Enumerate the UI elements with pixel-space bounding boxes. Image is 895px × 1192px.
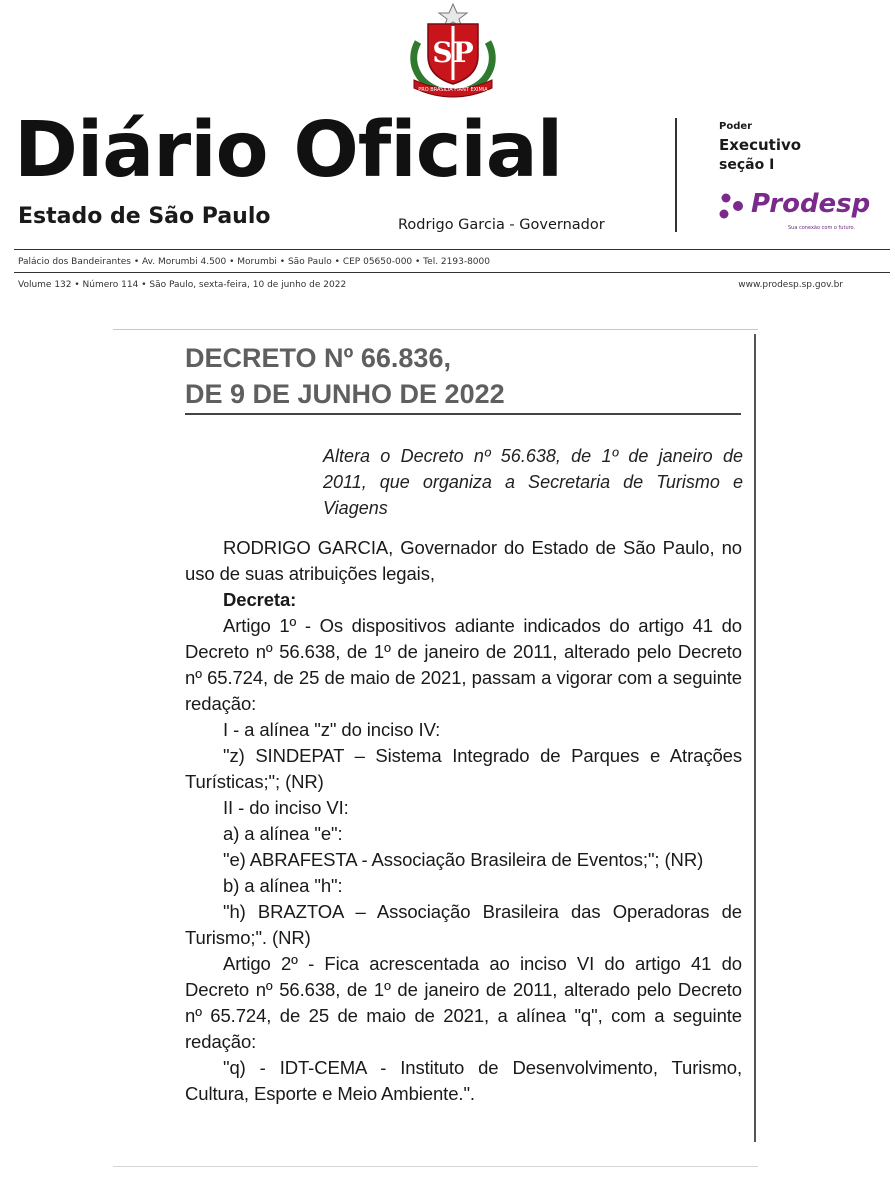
item-ii-b: b) a alínea "h": bbox=[223, 875, 343, 896]
article-frame-top bbox=[113, 329, 758, 330]
article-1: Artigo 1º - Os dispositivos adiante indicados do artigo 41 do Decreto nº 56.638, de 1º de janeiro de 2011, alterado pelo Decreto nº 65.724, de 25 de maio de 2021, passam a vigorar com a seguinte redação: bbox=[185, 615, 742, 714]
item-i-text: "z) SINDEPAT – Sistema Integrado de Parques e Atrações Turísticas;"; (NR) bbox=[185, 745, 742, 792]
preamble: RODRIGO GARCIA, Governador do Estado de São Paulo, no uso de suas atribuições legais, bbox=[185, 537, 742, 584]
state-name: Estado de São Paulo bbox=[18, 204, 271, 229]
decree-body bbox=[185, 535, 742, 1107]
prodesp-tagline: Sua conexão com o futuro. bbox=[788, 225, 856, 231]
article-2: Artigo 2º - Fica acrescentada ao inciso VI do artigo 41 do Decreto nº 56.638, de 1º de janeiro de 2011, alterado pelo Decreto nº 65.724, de 25 de maio de 2021, a alínea "q", com a seguinte redação: bbox=[185, 953, 742, 1052]
article-2-text: "q) - IDT-CEMA - Instituto de Desenvolvimento, Turismo, Cultura, Esporte e Meio Ambiente.". bbox=[185, 1057, 742, 1104]
decree-date: DE 9 DE JUNHO DE 2022 bbox=[185, 379, 505, 409]
masthead-rule-top bbox=[14, 249, 890, 250]
item-ii-b-text: "h) BRAZTOA – Associação Brasileira das Operadoras de Turismo;". (NR) bbox=[185, 901, 742, 948]
masthead-rule-bottom bbox=[14, 272, 890, 273]
prodesp-brand: Prodesp bbox=[751, 189, 871, 219]
item-ii-a: a) a alínea "e": bbox=[223, 823, 343, 844]
sp-coat-of-arms bbox=[404, 2, 502, 98]
address-line: Palácio dos Bandeirantes • Av. Morumbi 4.500 • Morumbi • São Paulo • CEP 05650-000 • Tel. 2193-8000 bbox=[18, 257, 490, 267]
crest-letters: SP bbox=[432, 36, 474, 69]
newspaper-title: Diário Oficial bbox=[14, 106, 563, 195]
item-ii: II - do inciso VI: bbox=[223, 797, 349, 818]
item-ii-a-text: "e) ABRAFESTA - Associação Brasileira de Eventos;"; (NR) bbox=[223, 849, 704, 870]
item-i: I - a alínea "z" do inciso IV: bbox=[223, 719, 441, 740]
crest-ribbon-motto: PRO BRASILIA FIANT EXIMIA bbox=[418, 87, 488, 93]
article-frame-right bbox=[754, 334, 756, 1142]
website-link[interactable]: www.prodesp.sp.gov.br bbox=[738, 280, 843, 290]
prodesp-logo-icon bbox=[718, 192, 748, 220]
article-frame-bottom bbox=[113, 1166, 758, 1167]
governor-name: Rodrigo Garcia - Governador bbox=[398, 217, 605, 233]
decree-title bbox=[185, 340, 505, 412]
branch-label: Poder bbox=[719, 121, 753, 132]
decreta-heading: Decreta: bbox=[223, 589, 297, 610]
decree-title-rule bbox=[185, 413, 741, 415]
section-label: seção I bbox=[719, 157, 775, 173]
branch-name: Executivo bbox=[719, 136, 802, 154]
masthead-divider bbox=[675, 118, 677, 232]
issue-line: Volume 132 • Número 114 • São Paulo, sexta-feira, 10 de junho de 2022 bbox=[18, 280, 347, 290]
decree-summary: Altera o Decreto nº 56.638, de 1º de janeiro de 2011, que organiza a Secretaria de Turismo e Viagens bbox=[323, 446, 743, 518]
decree-number: DECRETO Nº 66.836, bbox=[185, 343, 451, 373]
